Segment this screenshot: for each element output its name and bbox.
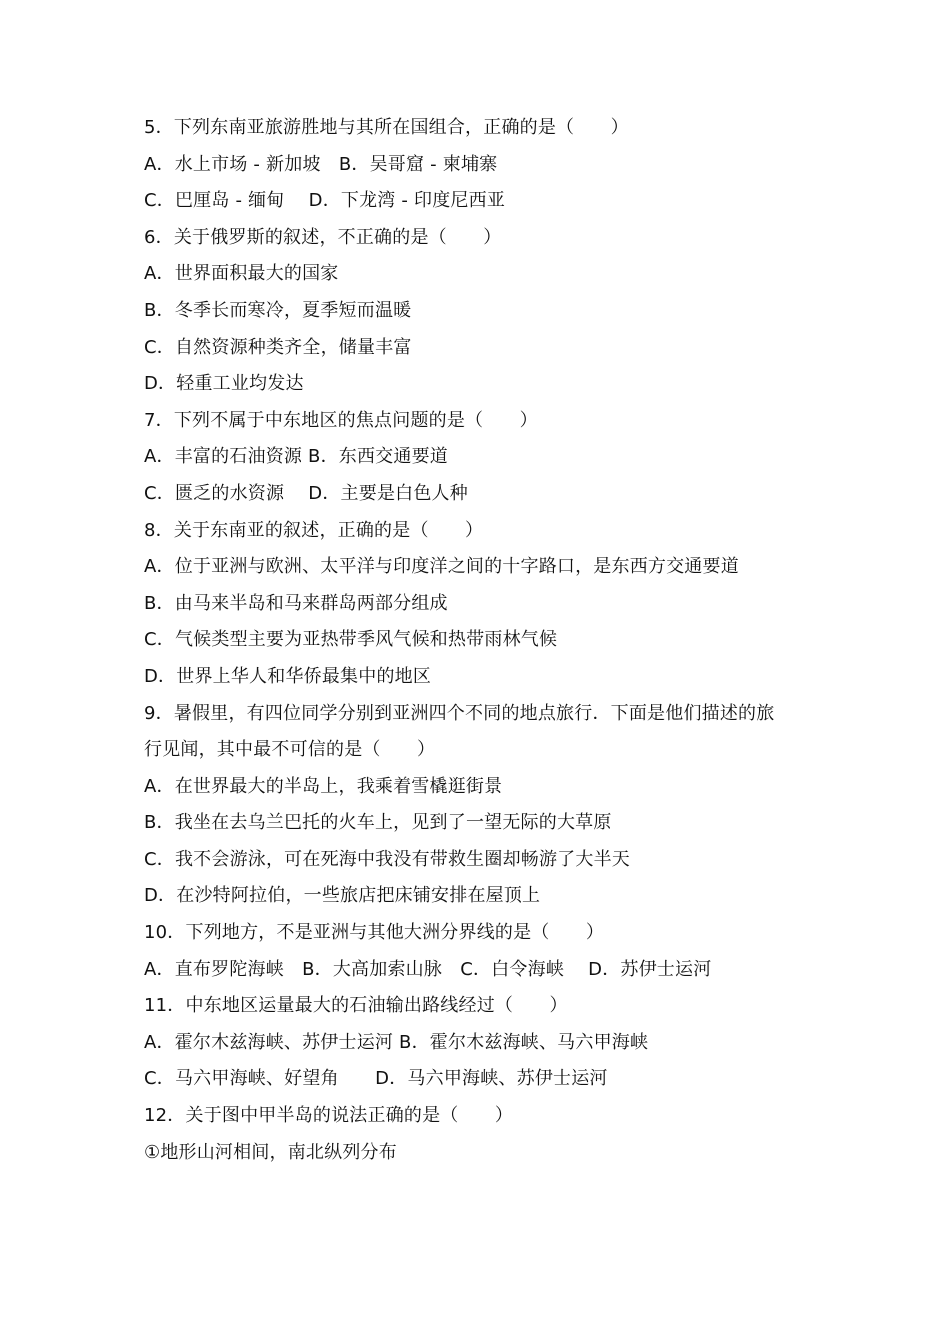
q5-options-cd: C．巴厘岛 - 缅甸 D．下龙湾 - 印度尼西亚 xyxy=(144,190,506,212)
q9-option-d: D．在沙特阿拉伯，一些旅店把床铺安排在屋顶上 xyxy=(144,885,541,907)
q7-stem: 7．下列不属于中东地区的焦点问题的是（ ） xyxy=(144,409,538,431)
q8-option-c: C．气候类型主要为亚热带季风气候和热带雨林气候 xyxy=(144,629,558,651)
q12-statement-1: ①地形山河相间，南北纵列分布 xyxy=(144,1141,397,1163)
q9-option-b: B．我坐在去乌兰巴托的火车上，见到了一望无际的大草原 xyxy=(144,812,612,834)
q6-option-c: C．自然资源种类齐全，储量丰富 xyxy=(144,336,412,358)
q6-option-b: B．冬季长而寒冷，夏季短而温暖 xyxy=(144,299,412,321)
q8-option-b: B．由马来半岛和马来群岛两部分组成 xyxy=(144,592,448,614)
q11-stem: 11．中东地区运量最大的石油输出路线经过（ ） xyxy=(144,995,568,1017)
q8-option-d: D．世界上华人和华侨最集中的地区 xyxy=(144,665,432,687)
q9-option-c: C．我不会游泳，可在死海中我没有带救生圈却畅游了大半天 xyxy=(144,848,630,870)
q10-options: A．直布罗陀海峡 B．大高加索山脉 C．白令海峡 D．苏伊士运河 xyxy=(144,958,712,980)
q5-stem: 5．下列东南亚旅游胜地与其所在国组合，正确的是（ ） xyxy=(144,117,629,138)
q6-option-d: D．轻重工业均发达 xyxy=(144,373,304,395)
q5-options-ab: A．水上市场 - 新加坡 B．吴哥窟 - 柬埔寨 xyxy=(144,153,498,175)
q12-stem: 12．关于图中甲半岛的说法正确的是（ ） xyxy=(144,1105,514,1127)
q6-option-a: A．世界面积最大的国家 xyxy=(144,263,339,285)
q9-stem-line2: 行见闻，其中最不可信的是（ ） xyxy=(144,739,436,761)
q8-option-a: A．位于亚洲与欧洲、太平洋与印度洋之间的十字路口，是东西方交通要道 xyxy=(144,556,739,578)
q6-stem: 6．关于俄罗斯的叙述，不正确的是（ ） xyxy=(144,226,502,248)
q8-stem: 8．关于东南亚的叙述，正确的是（ ） xyxy=(144,519,484,541)
q7-options-ab: A．丰富的石油资源 B．东西交通要道 xyxy=(144,446,448,468)
q10-stem: 10．下列地方，不是亚洲与其他大洲分界线的是（ ） xyxy=(144,922,605,944)
q11-options-cd: C．马六甲海峡、好望角 D．马六甲海峡、苏伊士运河 xyxy=(144,1068,608,1090)
q9-stem-line1: 9．暑假里，有四位同学分别到亚洲四个不同的地点旅行．下面是他们描述的旅 xyxy=(144,702,775,724)
q11-options-ab: A．霍尔木兹海峡、苏伊士运河 B．霍尔木兹海峡、马六甲海峡 xyxy=(144,1031,649,1053)
q9-option-a: A．在世界最大的半岛上，我乘着雪橇逛街景 xyxy=(144,775,503,797)
q7-options-cd: C．匮乏的水资源 D．主要是白色人种 xyxy=(144,482,468,504)
question-text xyxy=(144,110,824,1171)
